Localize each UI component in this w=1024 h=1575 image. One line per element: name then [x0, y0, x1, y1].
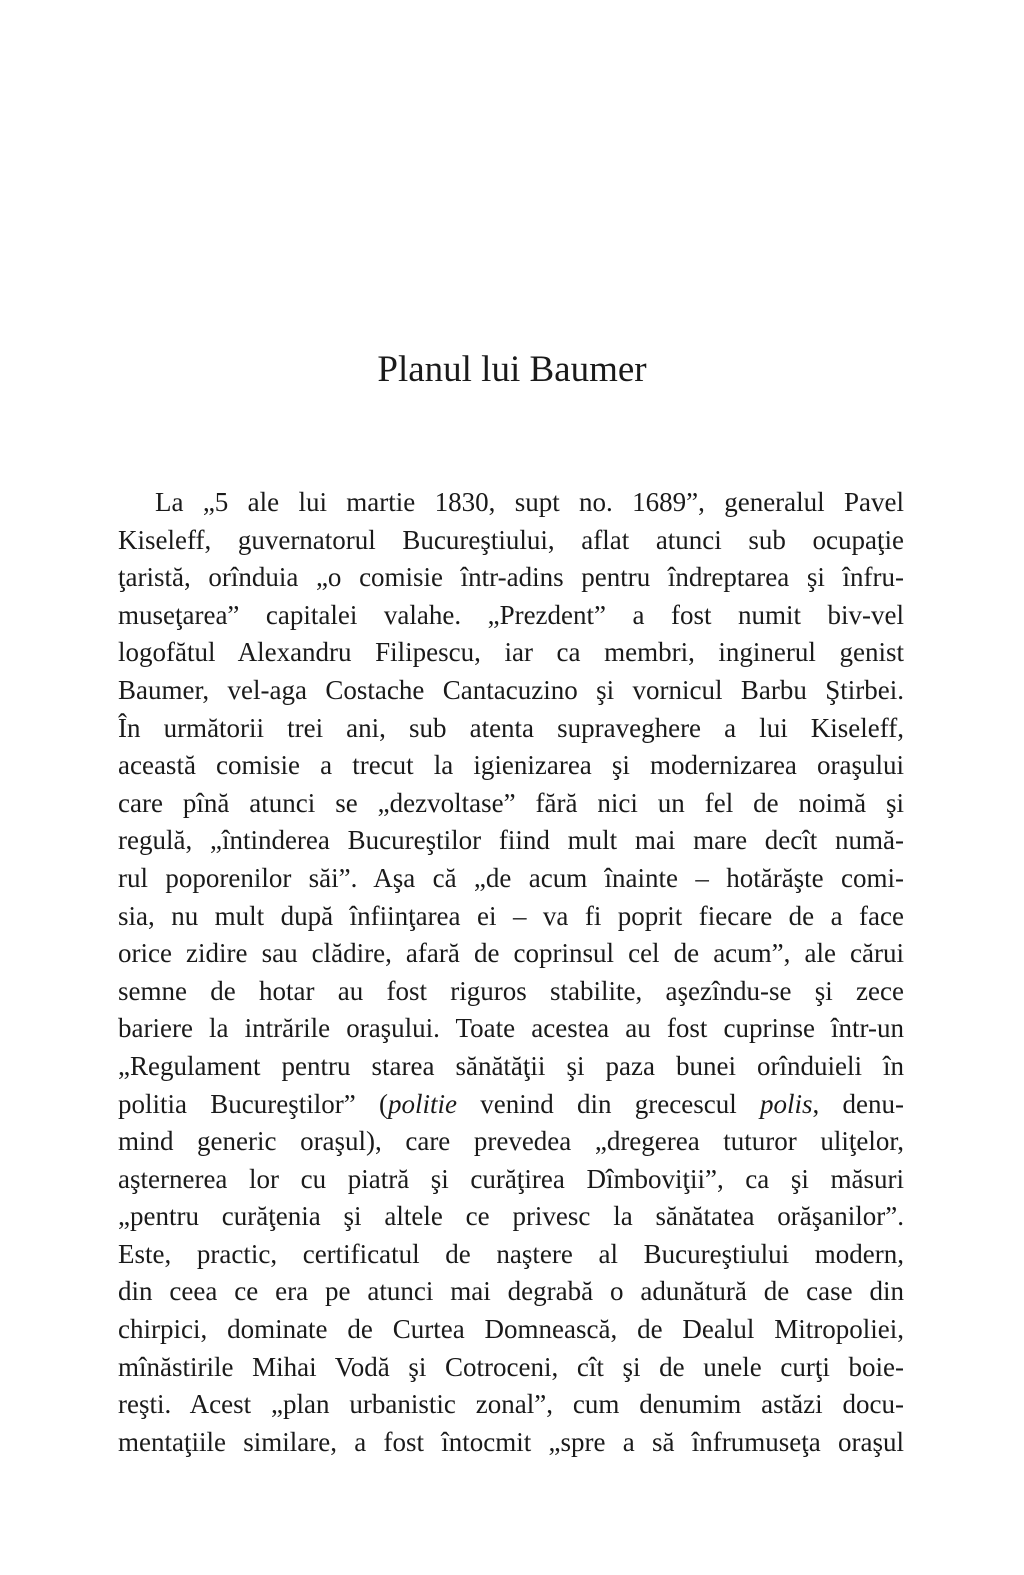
text-line: ţaristă, orînduia „o comisie într-adins pentru îndreptarea şi înfru- [118, 562, 904, 593]
text-line: „Regulament pentru starea sănătăţii şi paza bunei orînduieli în [118, 1050, 904, 1081]
chapter-title: Planul lui Baumer [377, 349, 647, 390]
text-line: „pentru curăţenia şi altele ce privesc la sănătatea orăşanilor”. [118, 1201, 904, 1232]
text-line: La „5 ale lui martie 1830, supt no. 1689”, generalul Pavel [155, 487, 904, 517]
text-segment: , denu- [812, 1088, 904, 1119]
italic-term: polis [759, 1088, 813, 1119]
text-segment: venind din grecescul [456, 1088, 760, 1119]
text-line: această comisie a trecut la igienizarea şi modernizarea oraşului [118, 750, 904, 781]
text-line: regulă, „întinderea Bucureştilor fiind mult mai mare decît numă- [118, 825, 904, 856]
text-line: mentaţiile similare, a fost întocmit „spre a să înfrumuseţa oraşul [118, 1426, 904, 1457]
text-line: mînăstirile Mihai Vodă şi Cotroceni, cît şi de unele curţi boie- [118, 1351, 904, 1382]
text-line: În următorii trei ani, sub atenta supraveghere a lui Kiseleff, [118, 712, 904, 743]
text-line: aşternerea lor cu piatră şi curăţirea Dîmboviţii”, ca şi măsuri [118, 1163, 904, 1194]
text-line: semne de hotar au fost riguros stabilite, aşezîndu-se şi zece [118, 975, 904, 1006]
text-line: Baumer, vel-aga Costache Cantacuzino şi vornicul Barbu Ştirbei. [118, 674, 904, 705]
text-line: din ceea ce era pe atunci mai degrabă o adunătură de case din [118, 1276, 904, 1307]
text-segment: politia Bucureştilor” ( [118, 1088, 388, 1119]
italic-term: politie [387, 1088, 457, 1119]
text-line: chirpici, dominate de Curtea Domnească, de Dealul Mitropoliei, [118, 1314, 904, 1345]
text-line: bariere la intrările oraşului. Toate acestea au fost cuprinse într-un [118, 1013, 904, 1044]
text-line: reşti. Acest „plan urbanistic zonal”, cum denumim astăzi docu- [118, 1389, 904, 1420]
text-line: sia, nu mult după înfiinţarea ei – va fi poprit fiecare de a face [118, 900, 904, 931]
text-line: Este, practic, certificatul de naştere al Bucureştiului modern, [118, 1238, 904, 1269]
body-text [118, 484, 904, 1461]
text-line: mind generic oraşul), care prevedea „dregerea tuturor uliţelor, [118, 1126, 904, 1157]
text-line-with-italics [118, 1086, 904, 1124]
text-line: Kiseleff, guvernatorul Bucureştiului, aflat atunci sub ocupaţie [118, 524, 904, 555]
text-line: rul poporenilor săi”. Aşa că „de acum înainte – hotărăşte comi- [118, 862, 904, 893]
text-line: logofătul Alexandru Filipescu, iar ca membri, inginerul genist [118, 637, 904, 668]
text-line: care pînă atunci se „dezvoltase” fără nici un fel de noimă şi [118, 787, 904, 818]
text-line: orice zidire sau clădire, afară de coprinsul cel de acum”, ale cărui [118, 938, 904, 969]
text-line: museţarea” capitalei valahe. „Prezdent” a fost numit biv-vel [118, 599, 904, 630]
